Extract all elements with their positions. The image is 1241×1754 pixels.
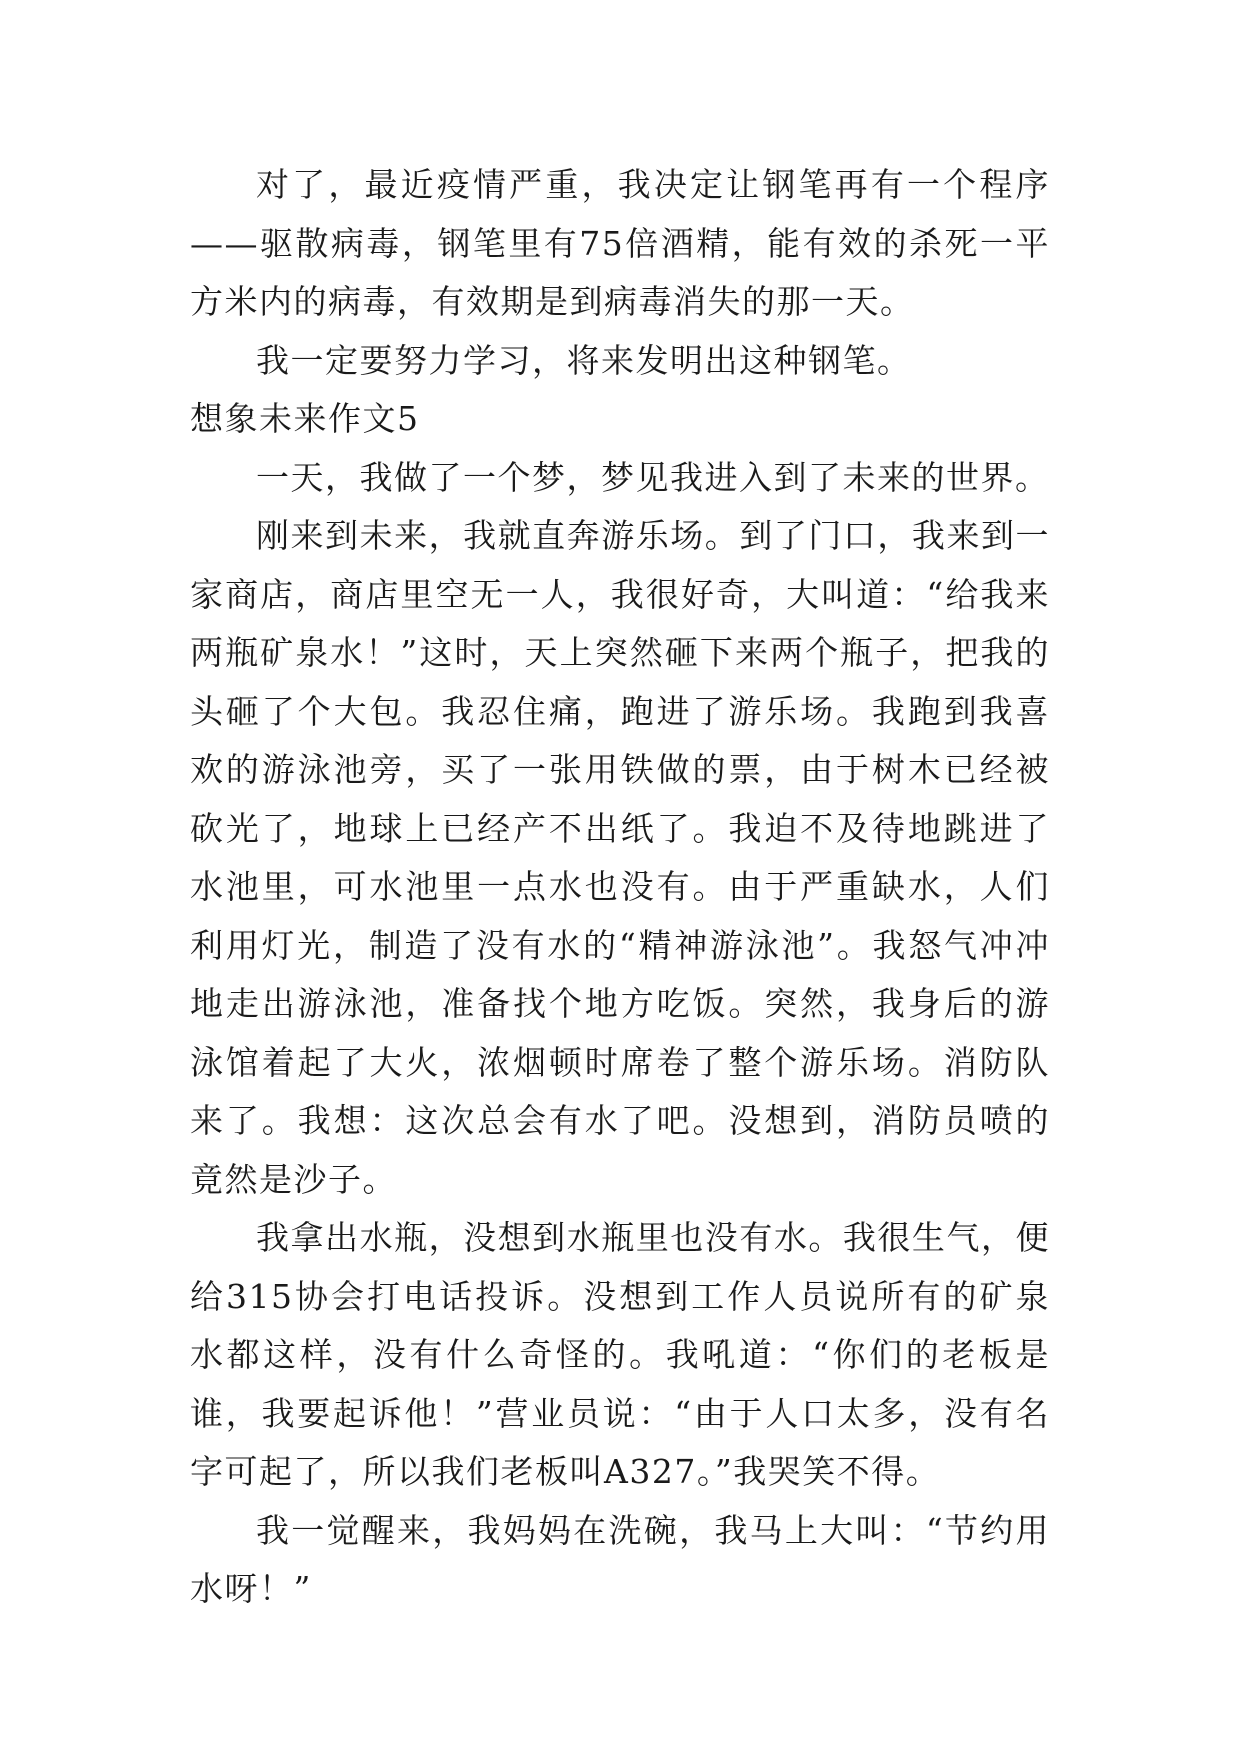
paragraph-wake-up: 我一觉醒来，我妈妈在洗碗，我马上大叫：“节约用水呀！” (190, 1510, 1050, 1608)
document-body (190, 156, 1050, 1619)
paragraph-pen-disinfect: 对了，最近疫情严重，我决定让钢笔再有一个程序——驱散病毒，钢笔里有75倍酒精，能有效的杀死一平方米内的病毒，有效期是到病毒消失的那一天。 (190, 165, 1050, 321)
essay-heading: 想象未来作文5 (190, 399, 420, 438)
paragraph-complaint: 我拿出水瓶，没想到水瓶里也没有水。我很生气，便给315协会打电话投诉。没想到工作人员说所有的矿泉水都这样，没有什么奇怪的。我吼道：“你们的老板是谁，我要起诉他！”营业员说：“由于人口太多，没有名字可起了，所以我们老板叫A327。”我哭笑不得。 (190, 1218, 1050, 1491)
paragraph-dream: 一天，我做了一个梦，梦见我进入到了未来的世界。 (256, 457, 1050, 497)
paragraph-study-hard: 我一定要努力学习，将来发明出这种钢笔。 (256, 340, 912, 380)
paragraph-amusement-park: 刚来到未来，我就直奔游乐场。到了门口，我来到一家商店，商店里空无一人，我很好奇，大叫道：“给我来两瓶矿泉水！”这时，天上突然砸下来两个瓶子，把我的头砸了个大包。我忍住痛，跑进了游乐场。我跑到我喜欢的游泳池旁，买了一张用铁做的票，由于树木已经被砍光了，地球上已经产不出纸了。我迫不及待地跳进了水池里，可水池里一点水也没有。由于严重缺水，人们利用灯光，制造了没有水的“精神游泳池”。我怒气冲冲地走出游泳池，准备找个地方吃饭。突然，我身后的游泳馆着起了大火，浓烟顿时席卷了整个游乐场。消防队来了。我想：这次总会有水了吧。没想到，消防员喷的竟然是沙子。 (190, 516, 1050, 1199)
